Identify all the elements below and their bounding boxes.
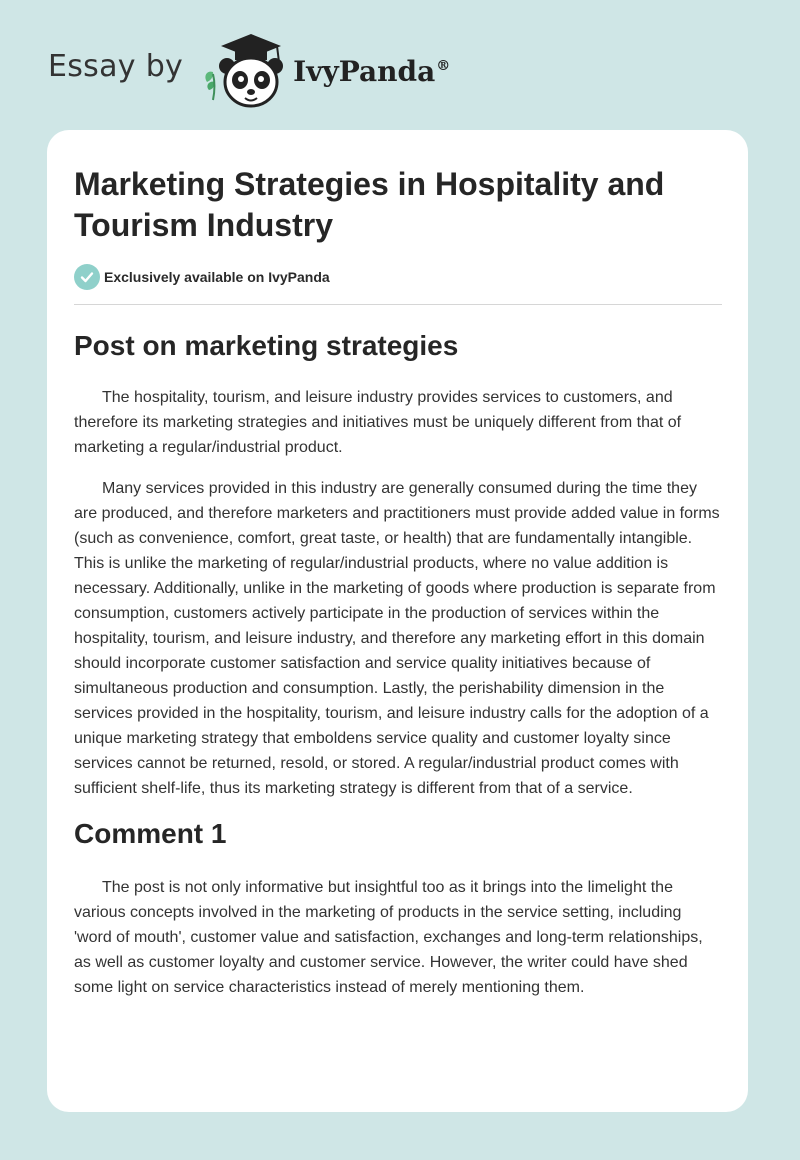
title-divider <box>74 304 722 305</box>
section-post <box>74 329 722 801</box>
section-heading: Post on marketing strategies <box>74 330 459 361</box>
registered-mark: ® <box>436 58 451 75</box>
panda-logo-icon[interactable] <box>201 30 287 110</box>
article-card <box>47 130 748 1112</box>
exclusive-badge <box>74 264 722 290</box>
brand-name-text: IvyPanda <box>293 54 436 88</box>
badge-text: Exclusively available on IvyPanda <box>104 269 330 285</box>
paragraph: Many services provided in this industry are generally consumed during the time they are produced, and therefore marketers and practitioners must provide added value in forms (such as convenience, comfort, great taste, or health) that are fundamentally intangible. This is unlike the marketing of regular/industrial products, where no value addition is necessary. Additionally, unlike in the marketing of goods where production is separate from consumption, customers actively participate in the production of services within the hospitality, tourism, and leisure industry, and therefore any marketing effort in this domain should incorporate customer satisfaction and service quality initiatives because of simultaneous production and consumption. Lastly, the perishability dimension in the services provided in the hospitality, tourism, and leisure industry calls for the adoption of a unique marketing strategy that emboldens service quality and customer loyalty since services cannot be returned, resold, or stored. A regular/industrial product comes with sufficient shelf-life, thus its marketing strategy is different from that of a service. <box>74 480 720 797</box>
section-heading: Comment 1 <box>74 818 227 849</box>
paragraph: The post is not only informative but insightful too as it brings into the limelight the various concepts involved in the marketing of products in the service setting, including 'word of mouth', customer value and satisfaction, exchanges and long-term relationships, as well as customer loyalty and customer service. However, the writer could have shed some light on service characteristics instead of merely mentioning them. <box>74 879 703 996</box>
essay-by-label: Essay by <box>48 48 184 84</box>
section-comment <box>74 817 722 1000</box>
paragraph: The hospitality, tourism, and leisure industry provides services to customers, and therefore its marketing strategies and initiatives must be uniquely different from that of marketing a regular/industrial product. <box>74 389 682 456</box>
brand-name[interactable] <box>293 55 450 88</box>
site-header <box>48 30 450 110</box>
article-title: Marketing Strategies in Hospitality and Tourism Industry <box>74 166 665 243</box>
checkmark-icon <box>74 264 100 290</box>
